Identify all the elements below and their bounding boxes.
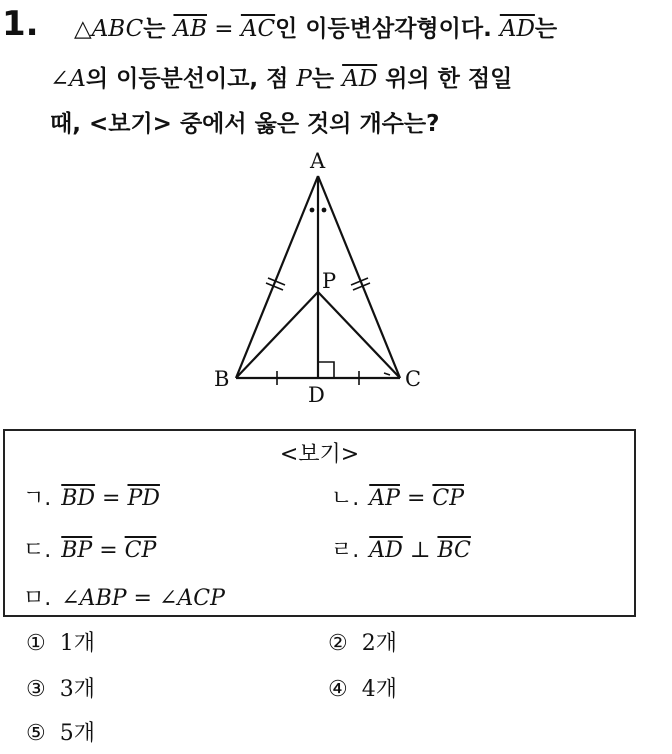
item-marker: ㄹ. [331,538,360,563]
triangle-abc: △ABC [74,16,144,42]
item-op: = [92,538,125,563]
label-a: A [310,149,326,173]
segment-ad-2: $\overline{AD}$ [342,66,378,92]
choice-text: 2개 [361,631,397,656]
question-line-2 [50,60,512,93]
choice-mark: ② [328,631,348,656]
choice-mark: ④ [328,677,348,702]
item-rhs: $\overline{CP}$ [124,538,157,563]
choice-text: 3개 [59,677,95,702]
item-lhs: $\overline{BD}$ [61,486,96,511]
item-marker: ㄱ. [23,486,52,511]
equals-sign: = [206,16,241,42]
q1-text-3: 는 [534,16,558,42]
segment-bp [236,292,318,378]
choice-text: 4개 [361,677,397,702]
angle-dot-2 [322,208,327,213]
side-ab [236,176,318,378]
segment-cp [318,292,400,378]
bogi-item-d [23,533,156,564]
item-expr: ∠ABP = ∠ACP [61,586,225,611]
item-lhs: $\overline{AP}$ [369,486,400,511]
choice-mark: ① [26,631,46,656]
item-rhs: $\overline{BC}$ [437,538,471,563]
choice-3[interactable] [26,672,95,703]
item-marker: ㄴ. [331,486,360,511]
label-d: D [308,383,325,407]
bogi-item-r [331,533,471,564]
bogi-item-m [23,581,225,612]
choice-mark: ③ [26,677,46,702]
label-b: B [214,367,230,391]
tick-angle-c [384,373,390,375]
label-p: P [322,269,337,293]
item-marker: ㄷ. [23,538,52,563]
choice-1[interactable] [26,626,95,657]
bogi-title: <보기> [279,442,360,467]
angle-dot-1 [310,208,315,213]
question-line-3: 때, <보기> 중에서 옳은 것의 개수는? [50,111,440,137]
choice-5[interactable] [26,716,95,747]
item-rhs: $\overline{CP}$ [432,486,465,511]
q2-text-1: 의 이등분선이고, 점 [85,66,297,92]
item-rhs: $\overline{PD}$ [127,486,160,511]
choice-mark: ⑤ [26,721,46,746]
bogi-box [3,429,636,617]
q1-text-1: 는 [143,16,174,42]
item-lhs: $\overline{AD}$ [369,538,403,563]
choice-text: 5개 [59,721,95,746]
choice-4[interactable] [328,672,397,703]
angle-a: ∠A [50,66,86,92]
bogi-item-g [23,481,160,512]
question-line-1 [74,10,557,43]
segment-ac: $\overline{AC}$ [240,16,276,42]
question-number: 1. [2,4,39,44]
triangle-figure [200,140,440,410]
q2-text-2: 는 [311,66,343,92]
choice-text: 1개 [59,631,95,656]
q2-text-3: 위의 한 점일 [377,66,513,92]
item-lhs: $\overline{BP}$ [61,538,93,563]
item-marker: ㅁ. [23,586,52,611]
point-p: P [296,66,312,92]
item-op: = [399,486,433,511]
item-op: = [95,486,128,511]
q1-text-2: 인 이등변삼각형이다. [275,16,500,42]
right-angle-mark [318,362,334,378]
item-op: ⊥ [402,538,438,563]
segment-ad: $\overline{AD}$ [499,16,535,42]
choice-2[interactable] [328,626,397,657]
segment-ab: $\overline{AB}$ [173,16,207,42]
label-c: C [405,367,422,391]
bogi-item-n [331,481,464,512]
